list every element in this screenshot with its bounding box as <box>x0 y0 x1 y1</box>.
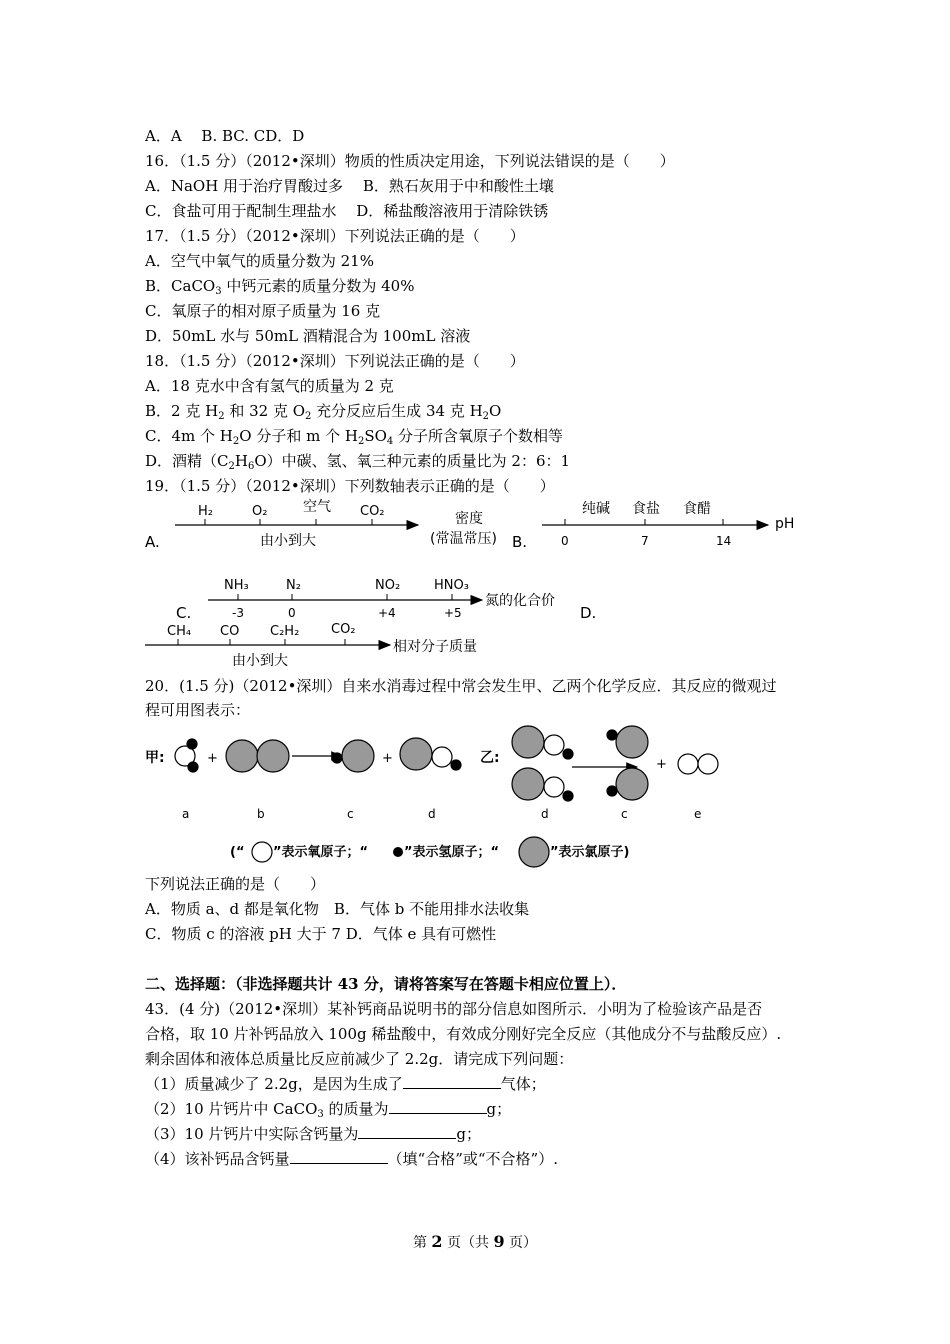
q20-yi-label: 乙: <box>480 750 500 766</box>
q20-stem-2: 程可用图表示： <box>145 701 251 719</box>
q20-yi-chlorine-1 <box>512 726 544 758</box>
q20-legend-oxygen-icon <box>252 842 272 862</box>
q19-d-top-4: CO₂ <box>331 622 356 637</box>
q19-number-lines <box>0 495 950 675</box>
q19-a-axis: 密度 <box>455 511 483 527</box>
q20-options-ab: A．物质 a、d 都是氧化物 B．气体 b 不能用排水法收集 <box>145 900 530 918</box>
q15-options: A．A B. BC. CD．D <box>145 127 305 145</box>
q19-c-axis: 氮的化合价 <box>485 593 555 609</box>
q20-plus-1: + <box>207 751 218 766</box>
q19-a-tick-4: CO₂ <box>360 504 385 519</box>
q20-yi-c-chlorine-1 <box>616 726 648 758</box>
q20-label-d: d <box>428 807 436 821</box>
q20-d-chlorine <box>400 738 432 770</box>
q43-part-2: （2）10 片钙片中 CaCO$_3$ 的质量为 g； <box>145 1100 512 1120</box>
q17-option-b: B．CaCO$_3$ 中钙元素的质量分数为 40% <box>145 277 415 297</box>
q19-c-top-3: NO₂ <box>375 578 401 593</box>
q20-yi-hydrogen-2 <box>563 791 573 801</box>
q17-option-c: C．氧原子的相对原子质量为 16 克 <box>145 302 381 320</box>
q20-stem-1: 20．(1.5 分)（2012•深圳）自来水消毒过程中常会发生甲、乙两个化学反应．其反应的微观过 <box>145 677 777 695</box>
q20-yi-c-chlorine-2 <box>616 768 648 800</box>
q19-c-num-2: 0 <box>288 606 296 620</box>
q18-option-a: A．18 克水中含有氢气的质量为 2 克 <box>145 377 394 395</box>
q20-c-hydrogen <box>332 753 342 763</box>
q19-d-top-1: CH₄ <box>167 624 192 639</box>
q20-plus-3: + <box>656 757 667 772</box>
q19-a-tick-1: H₂ <box>198 504 213 519</box>
q19-b-axis: pH <box>775 516 795 532</box>
q20-legend-4: ”表示氯原子) <box>550 845 630 860</box>
q19-opt-a: A. <box>145 533 160 551</box>
q20-legend-hydrogen-icon <box>393 847 403 857</box>
q43-stem-1: 43．(4 分)（2012•深圳）某补钙商品说明书的部分信息如图所示．小明为了检验该产品是否 <box>145 1000 763 1018</box>
q19-a-tick-2: O₂ <box>252 504 268 519</box>
q20-e-oxygen-2 <box>698 754 718 774</box>
q19-a-under: 由小到大 <box>260 533 316 549</box>
q20-yi-label-d: d <box>541 807 549 821</box>
q19-a-axis2: (常温常压) <box>430 531 497 547</box>
q17-stem: 17．（1.5 分）（2012•深圳）下列说法正确的是（ ） <box>145 227 525 245</box>
q20-legend-2: ”表示氧原子；“ <box>273 845 369 860</box>
q19-b-num-3: 14 <box>716 534 732 548</box>
q19-d-top-3: C₂H₂ <box>270 624 300 639</box>
q19-c-top-2: N₂ <box>286 578 301 593</box>
q16-stem: 16．（1.5 分）（2012•深圳）物质的性质决定用途，下列说法错误的是（ ） <box>145 152 675 170</box>
section-2-heading: 二、选择题：（非选择题共计 43 分，请将答案写在答题卡相应位置上）． <box>145 975 627 993</box>
q19-b-top-3: 食醋 <box>683 501 711 517</box>
q20-d-oxygen <box>432 747 452 767</box>
q20-plus-2: + <box>382 751 393 766</box>
q20-legend-3: ”表示氢原子；“ <box>404 845 500 860</box>
q20-a-hydrogen-2 <box>188 762 198 772</box>
q20-e-oxygen-1 <box>678 754 698 774</box>
q20-d-hydrogen <box>451 760 461 770</box>
q43-part-4: （4）该补钙品含钙量 （填“合格”或“不合格”）. <box>145 1150 558 1168</box>
q20-ask: 下列说法正确的是（ ） <box>145 875 326 893</box>
q19-opt-b: B. <box>512 533 528 551</box>
q19-opt-c: C. <box>176 604 192 622</box>
q20-legend-1: (“ <box>230 845 245 860</box>
q20-b-chlorine-2 <box>257 740 289 772</box>
q19-c-top-1: NH₃ <box>224 578 249 593</box>
q19-d-under: 由小到大 <box>232 653 288 669</box>
q20-label-a: a <box>182 807 190 821</box>
q18-option-c: C．4m 个 $H_2O$ 分子和 m 个 $H_2SO_4$ 分子所含氧原子个数相等 <box>145 427 564 447</box>
q19-c-num-4: +5 <box>444 606 462 620</box>
q16-options-cd: C．食盐可用于配制生理盐水 D．稀盐酸溶液用于清除铁锈 <box>145 202 549 220</box>
q19-stem: 19．（1.5 分）（2012•深圳）下列数轴表示正确的是（ ） <box>145 477 555 495</box>
q20-legend-chlorine-icon <box>519 837 549 867</box>
q20-yi-chlorine-2 <box>512 768 544 800</box>
q19-d-top-2: CO <box>220 624 240 639</box>
answer-blank-4 <box>290 1149 388 1164</box>
q43-stem-3: 剩余固体和液体总质量比反应前减少了 2.2g．请完成下列问题： <box>145 1050 574 1068</box>
q18-option-b: B．2 克 $H_2$ 和 32 克 $O_2$ 充分反应后生成 34 克 $H_2O$ <box>145 402 502 422</box>
q19-a-tick-3: 空气 <box>303 499 331 515</box>
answer-blank-3 <box>358 1124 456 1139</box>
q20-jia-label: 甲: <box>145 750 165 766</box>
answer-blank-1 <box>403 1074 501 1089</box>
q19-c-num-1: -3 <box>232 606 244 620</box>
q17-option-a: A．空气中氧气的质量分数为 21% <box>145 252 374 270</box>
q19-c-num-3: +4 <box>378 606 396 620</box>
q18-stem: 18．（1.5 分）（2012•深圳）下列说法正确的是（ ） <box>145 352 525 370</box>
q20-reaction-diagram <box>0 720 950 870</box>
q20-yi-label-e: e <box>694 807 702 821</box>
q43-stem-2: 合格，取 10 片补钙品放入 100g 稀盐酸中，有效成分刚好完全反应（其他成分不与盐酸反应）. <box>145 1025 782 1043</box>
q20-yi-hydrogen-1 <box>563 749 573 759</box>
q20-a-hydrogen <box>187 739 197 749</box>
q20-b-chlorine-1 <box>226 740 258 772</box>
q19-opt-d: D. <box>580 604 597 622</box>
q17-option-d: D．50mL 水与 50mL 酒精混合为 100mL 溶液 <box>145 327 471 345</box>
page-footer: 第 2 页（共 9 页） <box>412 1232 538 1251</box>
q43-part-1: （1）质量减少了 2.2g，是因为生成了 气体； <box>145 1075 546 1093</box>
q20-label-c: c <box>347 807 354 821</box>
q19-b-top-1: 纯碱 <box>582 501 610 517</box>
q19-b-top-2: 食盐 <box>632 501 660 517</box>
q19-c-top-4: HNO₃ <box>434 578 469 593</box>
q43-part-3: （3）10 片钙片中实际含钙量为 g； <box>145 1125 482 1143</box>
q20-label-b: b <box>257 807 265 821</box>
q20-yi-oxygen-2 <box>544 777 564 797</box>
q20-options-cd: C．物质 c 的溶液 pH 大于 7 D．气体 e 具有可燃性 <box>145 925 497 943</box>
q18-option-d: D．酒精$(C_2H_6O)$中碳、氢、氧三种元素的质量比为 2：6：1 <box>145 452 571 472</box>
q20-yi-oxygen-1 <box>544 735 564 755</box>
q16-options-ab: A．NaOH 用于治疗胃酸过多 B．熟石灰用于中和酸性土壤 <box>145 177 554 195</box>
answer-blank-2 <box>389 1099 487 1114</box>
q20-c-chlorine <box>342 740 374 772</box>
q20-yi-label-c: c <box>621 807 628 821</box>
q20-yi-c-hydrogen-2 <box>607 786 617 796</box>
q19-b-num-2: 7 <box>641 534 649 548</box>
q20-yi-c-hydrogen-1 <box>607 730 617 740</box>
q19-b-num-1: 0 <box>561 534 569 548</box>
q19-d-axis: 相对分子质量 <box>393 639 477 655</box>
